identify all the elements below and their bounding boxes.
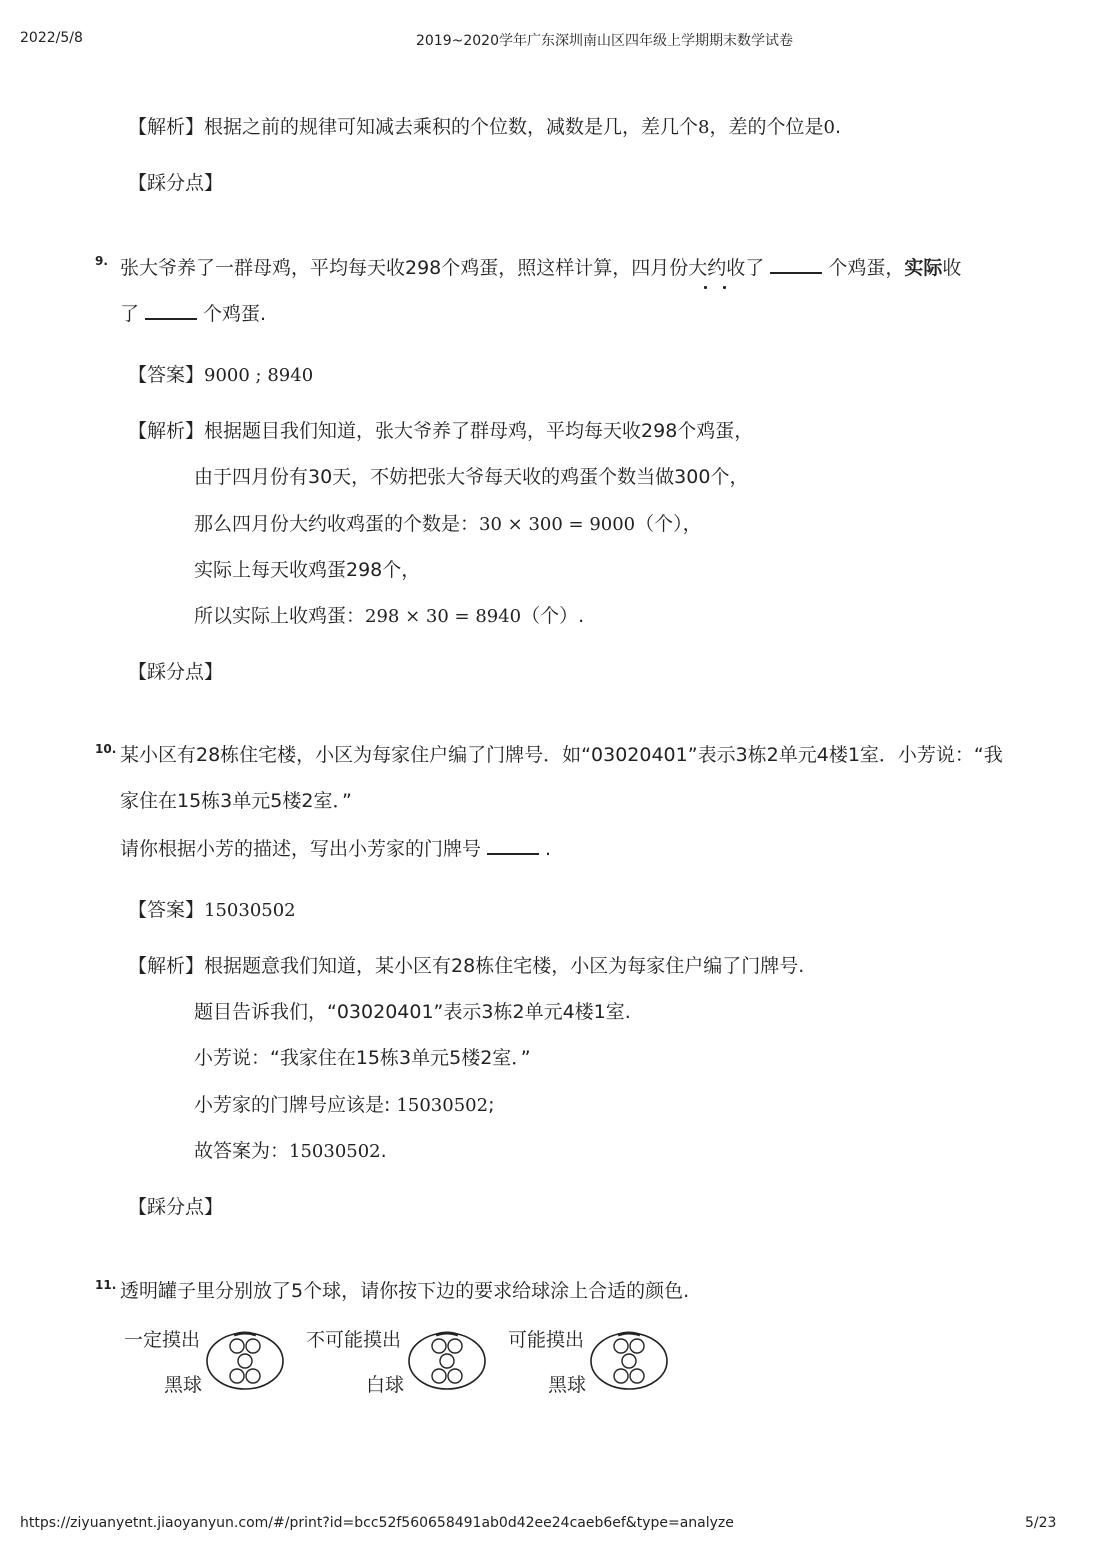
q10-analysis-line-1: 根据题意我们知道，某小区有28栋住宅楼，小区为每家住户编了门牌号. <box>204 955 805 977</box>
q10-analysis-5 <box>194 1138 387 1165</box>
jar1-ball-4[interactable] <box>230 1369 244 1383</box>
q11-number: 11. <box>95 1278 117 1292</box>
jar1-top-label: 一定摸出 <box>124 1329 201 1351</box>
q8-analysis-text-a: 根据之前的规律可知减去乘积的个位数，减数是几，差几个 <box>204 116 699 138</box>
analysis-tag: 【解析】 <box>128 955 205 977</box>
q9-analysis-unit-1: （个）， <box>635 513 702 535</box>
header-date: 2022/5/8 <box>20 30 83 46</box>
jar3-ball-1[interactable] <box>614 1339 628 1353</box>
q8-analysis-text-b: ，差的个位是 <box>709 116 824 138</box>
q9-analysis-line-2: 由于四月份有30天，不妨把张大爷每天收的鸡蛋个数当做300个， <box>194 466 749 488</box>
q10-line3-b: . <box>545 838 552 860</box>
q10-line2: 家住在15栋3单元5楼2室．” <box>120 790 352 812</box>
footer-url[interactable]: https://ziyuanyetnt.jiaoyanyun.com/#/print?id=bcc52f560658491ab0d42ee24caeb6ef&type=analyze <box>20 1515 734 1531</box>
q9-analysis-line-5: 所以实际上收鸡蛋： <box>194 605 366 627</box>
q9-emphasis-shiji: 实际 <box>904 257 943 279</box>
jar3-diagram <box>588 1330 670 1392</box>
jar2-top-label: 不可能摸出 <box>306 1329 402 1351</box>
q10-number: 10. <box>95 742 117 756</box>
analysis-tag: 【解析】 <box>128 420 205 442</box>
jar2-outline <box>409 1333 485 1389</box>
jar1-ball-5[interactable] <box>246 1369 260 1383</box>
q8-analysis-end: . <box>834 116 841 138</box>
jar2-diagram <box>406 1330 488 1392</box>
q9-line2-a: 了 <box>120 303 140 325</box>
jar1-bottom-label: 黑球 <box>164 1374 203 1396</box>
q9-analysis-5 <box>194 603 584 630</box>
analysis-tag: 【解析】 <box>128 116 205 138</box>
q9-number: 9. <box>95 254 108 268</box>
q11-line1: 透明罐子里分别放了5个球，请你按下边的要求给球涂上合适的颜色. <box>120 1280 690 1302</box>
q9-analysis-unit-2: （个）. <box>521 605 585 627</box>
q9-analysis-3 <box>194 511 702 538</box>
answer-tag: 【答案】 <box>128 364 205 386</box>
q9-analysis-1 <box>128 418 753 444</box>
q9-blank-1[interactable] <box>770 254 822 274</box>
jar1-mouth <box>234 1333 256 1335</box>
q10-analysis-value-2: 15030502 <box>289 1141 381 1162</box>
q10-answer-value: 15030502 <box>204 900 296 921</box>
q10-analysis-line-2: 题目告诉我们，“03020401”表示3栋2单元4楼1室. <box>194 1001 631 1023</box>
q9-analysis-equation-2: 298 × 30 = 8940 <box>365 606 522 627</box>
q10-line3-a: 请你根据小芳的描述，写出小芳家的门牌号 <box>120 838 482 860</box>
q9-score-tag: 【踩分点】 <box>128 661 224 683</box>
q10-analysis-value-1: 15030502 <box>396 1095 489 1116</box>
q10-blank[interactable] <box>487 835 539 855</box>
q9-line1 <box>120 254 961 281</box>
jar2-ball-2[interactable] <box>448 1339 462 1353</box>
q10-score-tag: 【踩分点】 <box>128 1196 224 1218</box>
jar3-top-label: 可能摸出 <box>508 1329 585 1351</box>
q9-line2-b: 个鸡蛋. <box>203 303 267 325</box>
q9-emphasis-daoyue: 大约 <box>688 257 727 279</box>
q10-analysis-4 <box>194 1092 494 1119</box>
jar3-bottom-label: 黑球 <box>548 1374 587 1396</box>
jar1-ball-2[interactable] <box>246 1339 260 1353</box>
q9-blank-2[interactable] <box>145 300 197 320</box>
jar3-ball-2[interactable] <box>630 1339 644 1353</box>
q9-analysis-line-1: 根据题目我们知道，张大爷养了群母鸡，平均每天收298个鸡蛋， <box>204 420 754 442</box>
jar1-ball-1[interactable] <box>230 1339 244 1353</box>
q9-line1-b: 收了 <box>726 257 765 279</box>
q10-analysis-end: . <box>380 1140 387 1162</box>
jar2-bottom-label: 白球 <box>366 1374 405 1396</box>
q8-analysis-num-b: 0 <box>823 117 835 138</box>
jar3-outline <box>591 1333 667 1389</box>
jar1-diagram <box>204 1330 286 1392</box>
q10-line3 <box>120 835 551 862</box>
q9-analysis-equation-1: 30 × 300 = 9000 <box>479 514 636 535</box>
jar2-ball-4[interactable] <box>432 1369 446 1383</box>
q10-analysis-1 <box>128 953 804 979</box>
jar1-outline <box>207 1333 283 1389</box>
q10-analysis-line-4: 小芳家的门牌号应该是: <box>194 1094 391 1116</box>
q10-line1: 某小区有28栋住宅楼，小区为每家住户编了门牌号．如“03020401”表示3栋2单元4楼1室．小芳说：“我 <box>120 744 1003 766</box>
answer-tag: 【答案】 <box>128 899 205 921</box>
q8-analysis <box>128 114 841 141</box>
q9-line1-a: 张大爷养了一群母鸡，平均每天收298个鸡蛋，照这样计算，四月份 <box>120 257 689 279</box>
q9-analysis-line-4: 实际上每天收鸡蛋298个， <box>194 559 421 581</box>
q10-answer <box>128 897 296 924</box>
jar2-ball-5[interactable] <box>448 1369 462 1383</box>
q10-analysis-semicolon: ; <box>488 1094 495 1116</box>
q8-score-tag: 【踩分点】 <box>128 172 224 194</box>
q10-analysis-line-5: 故答案为： <box>194 1140 290 1162</box>
q9-answer <box>128 362 313 389</box>
jar2-ball-1[interactable] <box>432 1339 446 1353</box>
q8-analysis-num-a: 8 <box>698 117 710 138</box>
q10-analysis-line-3: 小芳说：“我家住在15栋3单元5楼2室．” <box>194 1047 531 1069</box>
jar3-mouth <box>618 1333 640 1335</box>
jar1-ball-3[interactable] <box>238 1354 252 1368</box>
jar2-ball-3[interactable] <box>440 1354 454 1368</box>
jar2-mouth <box>436 1333 458 1335</box>
q9-line2 <box>120 300 266 327</box>
jar3-ball-4[interactable] <box>614 1369 628 1383</box>
jar3-ball-5[interactable] <box>630 1369 644 1383</box>
q9-answer-value: 9000 ; 8940 <box>204 365 314 386</box>
q9-analysis-line-3: 那么四月份大约收鸡蛋的个数是： <box>194 513 480 535</box>
footer-page-number: 5/23 <box>1025 1515 1057 1531</box>
q9-line1-c: 个鸡蛋， <box>828 257 905 279</box>
q9-line1-d: 收 <box>942 257 962 279</box>
header-title: 2019~2020学年广东深圳南山区四年级上学期期末数学试卷 <box>416 33 793 49</box>
jar3-ball-3[interactable] <box>622 1354 636 1368</box>
